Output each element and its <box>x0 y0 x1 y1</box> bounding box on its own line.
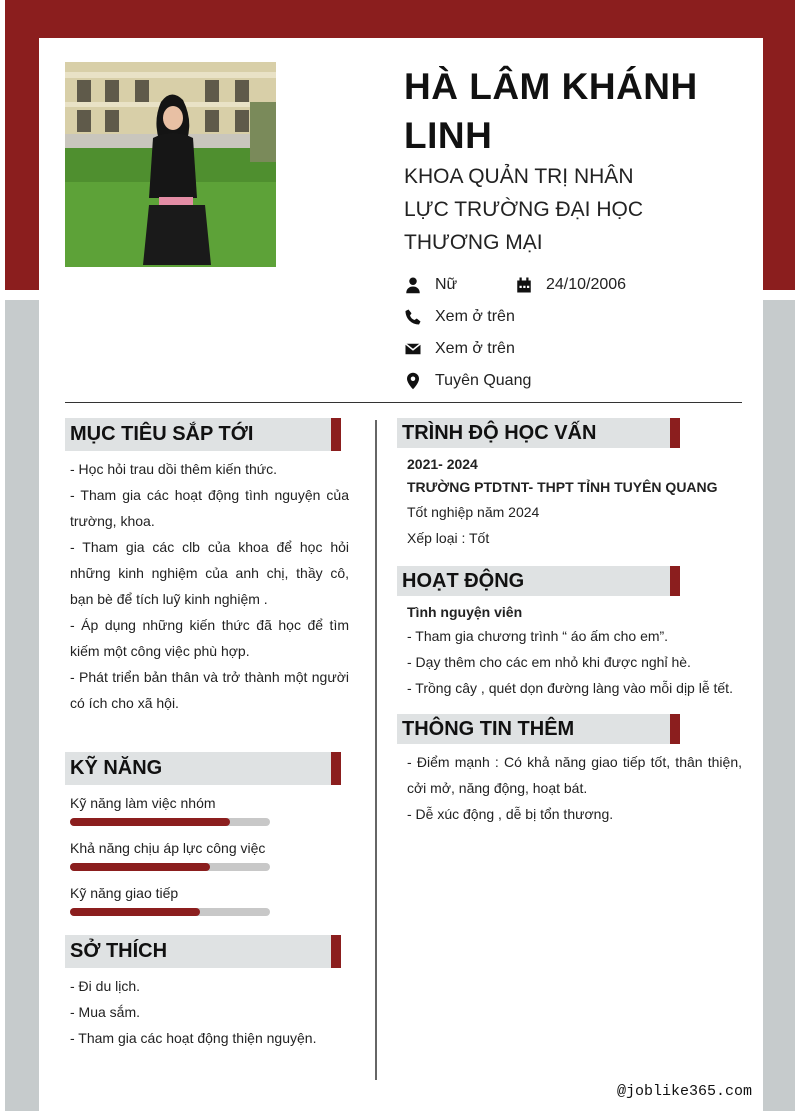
activity-item: - Dạy thêm cho các em nhỏ khi được nghỉ hè. <box>407 654 691 670</box>
education-period: 2021- 2024 <box>407 456 478 472</box>
activities-title: HOẠT ĐỘNG <box>402 570 525 592</box>
skill-label: Kỹ năng làm việc nhóm <box>70 795 216 811</box>
skill-bar-fill <box>70 908 200 916</box>
hobby-item: - Đi du lịch. <box>70 978 141 994</box>
objective-item: - Tham gia các hoạt động tình nguyện của trường, khoa. <box>70 487 349 529</box>
skill-bar-fill <box>70 863 210 871</box>
hobbies-header <box>65 935 341 968</box>
extra-item: - Dễ xúc động , dễ bị tổn thương. <box>407 806 614 822</box>
activity-role: Tình nguyện viên <box>407 604 523 620</box>
education-header <box>397 418 680 448</box>
skills-header <box>65 752 341 785</box>
activities-header <box>397 566 680 596</box>
activity-item: - Trồng cây , quét dọn đường làng vào mỗi dịp lễ tết. <box>407 680 733 696</box>
header-accent-bar <box>670 714 680 744</box>
education-detail: Xếp loại : Tốt <box>407 530 490 546</box>
top-divider <box>65 402 742 403</box>
objective-item: - Tham gia các clb của khoa để học hỏi những kinh nghiệm của anh chị, thầy cô, bạn bè để tích luỹ kinh nghiệm . <box>70 539 349 607</box>
hobby-item: - Tham gia các hoạt động thiện nguyện. <box>70 1030 317 1046</box>
hobbies-list <box>70 973 349 1051</box>
objective-header <box>65 418 341 451</box>
skill-bar-track <box>70 863 270 871</box>
envelope-icon <box>404 340 422 358</box>
education-detail: Tốt nghiệp năm 2024 <box>407 504 540 520</box>
skills-title: KỸ NĂNG <box>70 757 163 779</box>
education-block <box>407 453 742 551</box>
extra-title: THÔNG TIN THÊM <box>402 718 575 740</box>
header-accent-bar <box>670 566 680 596</box>
phone-icon <box>404 308 422 326</box>
objective-list <box>70 456 349 716</box>
phone-value: Xem ở trên <box>435 308 515 325</box>
phone-row <box>404 308 515 326</box>
location-pin-icon <box>404 372 422 390</box>
address-value: Tuyên Quang <box>435 372 532 389</box>
objective-item: - Áp dụng những kiến thức đã học để tìm kiếm một công việc phù hợp. <box>70 617 349 659</box>
person-icon <box>404 276 422 294</box>
calendar-icon <box>515 276 533 294</box>
header-accent-bar <box>331 752 341 785</box>
address-row <box>404 372 531 390</box>
skill-bar-track <box>70 908 270 916</box>
gender-value: Nữ <box>435 276 458 293</box>
header-accent-bar <box>670 418 680 448</box>
education-school: TRƯỜNG PTDTNT- THPT TỈNH TUYÊN QUANG <box>407 479 718 495</box>
hobbies-title: SỞ THÍCH <box>70 940 168 962</box>
skill-bar-track <box>70 818 270 826</box>
candidate-subtitle: KHOA QUẢN TRỊ NHÂN LỰC TRƯỜNG ĐẠI HỌC THƯƠNG MẠI <box>404 165 644 254</box>
extra-block <box>407 749 742 827</box>
skill-label: Kỹ năng giao tiếp <box>70 885 179 901</box>
birthday-row <box>515 276 626 294</box>
email-row <box>404 340 515 358</box>
objective-item: - Phát triển bản thân và trở thành một người có ích cho xã hội. <box>70 669 349 711</box>
skill-label: Khả năng chịu áp lực công việc <box>70 840 266 856</box>
objective-item: - Học hỏi trau dồi thêm kiến thức. <box>70 461 278 477</box>
candidate-name: HÀ LÂM KHÁNH LINH <box>404 66 698 156</box>
activity-item: - Tham gia chương trình “ áo ấm cho em”. <box>407 628 669 644</box>
objective-title: MỤC TIÊU SẮP TỚI <box>70 423 254 445</box>
extra-item: - Điểm mạnh : Có khả năng giao tiếp tốt, thân thiện, cởi mở, năng động, hoạt bát. <box>407 754 742 796</box>
email-value: Xem ở trên <box>435 340 515 357</box>
gender-row <box>404 276 457 294</box>
column-divider <box>375 420 377 1080</box>
skill-bar-fill <box>70 818 230 826</box>
hobby-item: - Mua sắm. <box>70 1004 141 1020</box>
education-title: TRÌNH ĐỘ HỌC VẤN <box>402 422 597 444</box>
extra-header <box>397 714 680 744</box>
birthday-value: 24/10/2006 <box>546 276 627 293</box>
profile-photo <box>65 62 276 267</box>
footer-watermark: @joblike365.com <box>616 1083 752 1100</box>
header-accent-bar <box>331 935 341 968</box>
header-accent-bar <box>331 418 341 451</box>
activities-block <box>407 601 742 701</box>
